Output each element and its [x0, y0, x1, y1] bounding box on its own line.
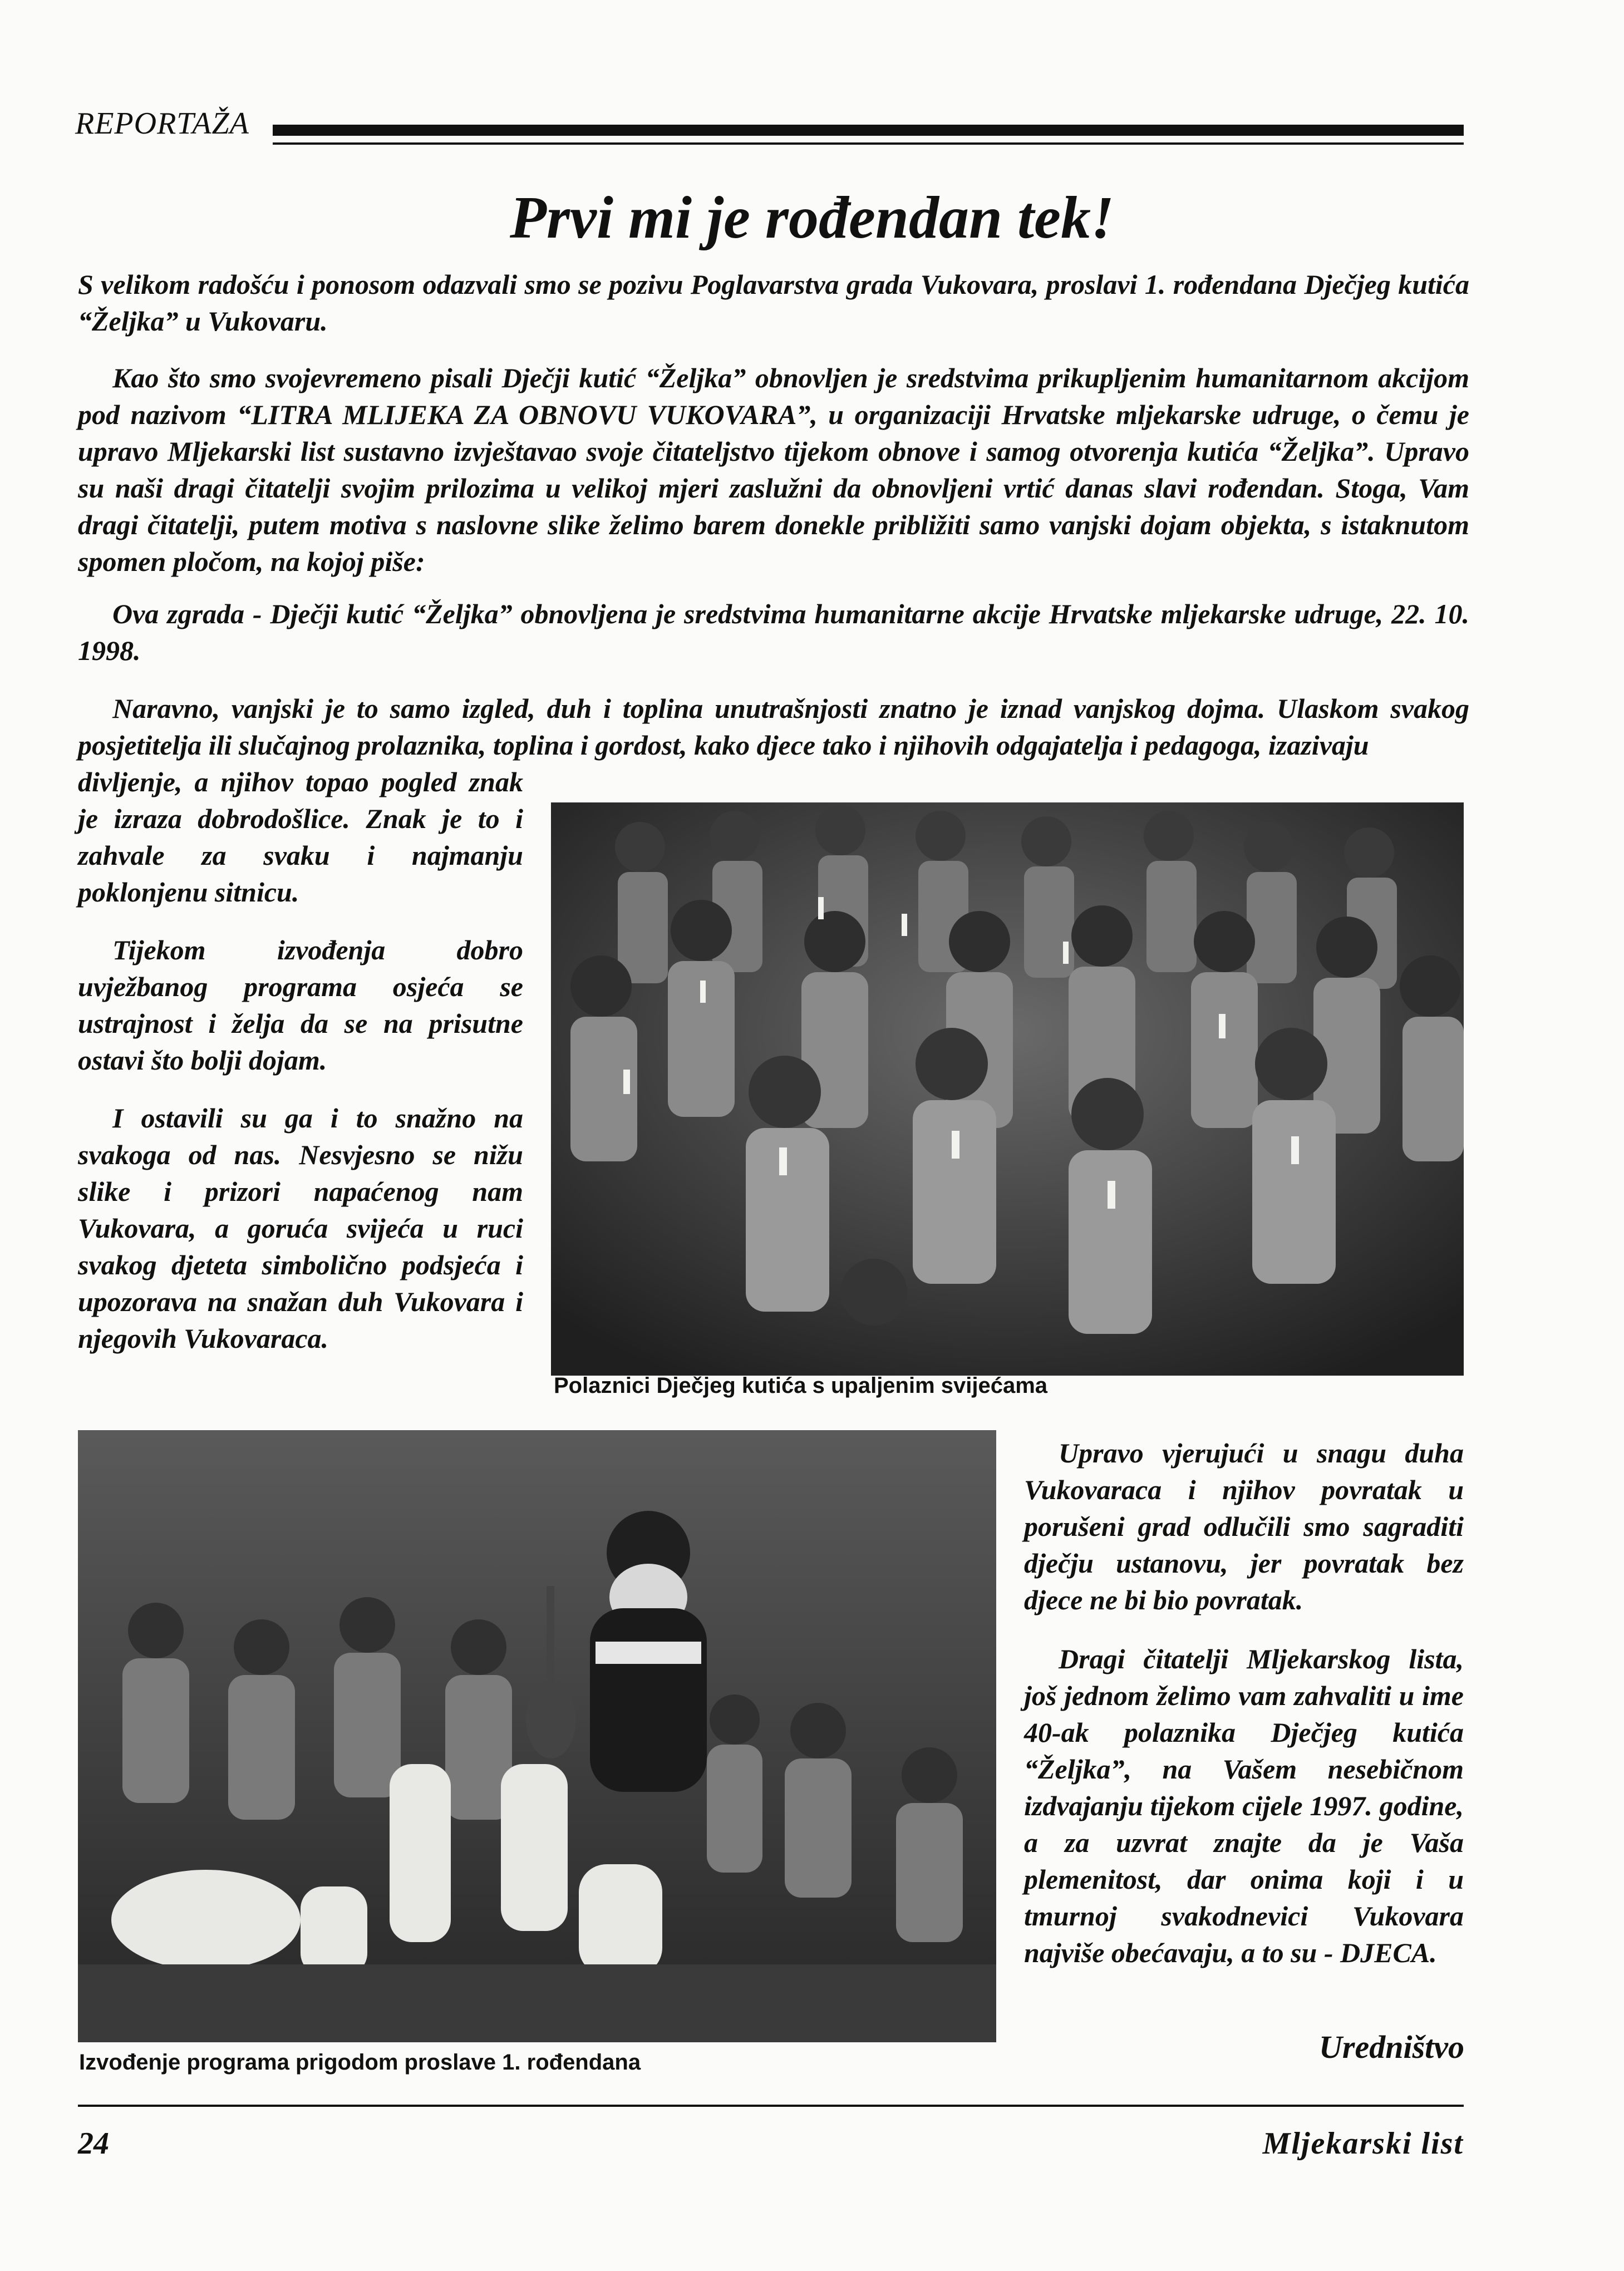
- photo-children-with-candles: [551, 802, 1464, 1376]
- right-paragraph-2: Dragi čitatelji Mljekarskog lista, još jednom želimo vam zahvaliti u ime 40-ak polaznika Dječjeg kutića “Željka”, na Vašem nesebičnom izdvajanju tijekom cijele 1997. godine, a za uzvrat znajte da je Vaša plemenitost, dar onima koji i u tmurnoj svakodnevici Vukovara najviše obećavaju, a to su - DJECA.: [1024, 1643, 1464, 1968]
- section-label: REPORTAŽA: [75, 106, 249, 141]
- footer-rule: [78, 2105, 1464, 2107]
- photo-children-with-candles-image: [551, 802, 1464, 1376]
- plaque-quote: Ova zgrada - Dječji kutić “Željka” obnovljena je sredstvima humanitarne akcije Hrvatske mljekarske udruge, 22. 10. 1998.: [78, 598, 1469, 666]
- signature: Uredništvo: [1319, 2029, 1464, 2065]
- photo-program-performance-image: [78, 1430, 996, 2042]
- photo-program-performance: [78, 1430, 996, 2042]
- magazine-name: Mljekarski list: [1262, 2126, 1464, 2161]
- article-intro: S velikom radošću i ponosom odazvali smo se pozivu Poglavarstva grada Vukovara, proslavi 1. rođendana Dječjeg kutića “Željka” u Vukovaru.: [78, 269, 1469, 337]
- article-paragraph-2: Naravno, vanjski je to samo izgled, duh i toplina unutrašnjosti znatno je iznad vanjskog dojma. Ulaskom svakog posjetitelja ili slučajnog prolaznika, toplina i gordost, kako djece tako i njihovih odgajatelja i pedagoga, izazivaju: [78, 693, 1469, 761]
- page-number: 24: [78, 2126, 109, 2161]
- right-column: [1024, 1435, 1464, 1993]
- right-paragraph-1: Upravo vjerujući u snagu duha Vukovaraca i njihov povratak u porušeni grad odlučili smo sagraditi dječju ustanovu, jer povratak bez djece ne bi bio povratak.: [1024, 1437, 1464, 1615]
- left-paragraph-2: Tijekom izvođenja dobro uvježbanog programa osjeća se ustrajnost i želja da se na prisutne ostavi što bolji dojam.: [78, 934, 523, 1076]
- photo1-caption: Polaznici Dječjeg kutića s upaljenim svijećama: [554, 1373, 1048, 1398]
- left-paragraph-1: divljenje, a njihov topao pogled znak je izraza dobrodošlice. Znak je to i zahvale za svaku i najmanju poklonjenu sitnicu.: [78, 766, 523, 908]
- left-column: [78, 763, 523, 1378]
- header-rule: [273, 125, 1464, 136]
- header-rule-thin: [273, 142, 1464, 145]
- article-title: Prvi mi je rođendan tek!: [510, 185, 1114, 251]
- left-paragraph-3: I ostavili su ga i to snažno na svakoga od nas. Nesvjesno se nižu slike i prizori napaćenog nam Vukovara, a goruća svijeća u ruci svakog djeteta simbolično podsjeća i upozorava na snažan duh Vukovara i njegovih Vukovaraca.: [78, 1102, 523, 1354]
- photo2-caption: Izvođenje programa prigodom proslave 1. rođendana: [79, 2050, 641, 2075]
- article-paragraph-1: Kao što smo svojevremeno pisali Dječji kutić “Željka” obnovljen je sredstvima prikupljenim humanitarnom akcijom pod nazivom “LITRA MLIJEKA ZA OBNOVU VUKOVARA”, u organizaciji Hrvatske mljekarske udruge, o čemu je upravo Mljekarski list sustavno izvještavao svoje čitateljstvo tijekom obnove i samog otvorenja kutića “Željka”. Upravo su naši dragi čitatelji svojim prilozima u velikoj mjeri zaslužni da obnovljeni vrtić danas slavi rođendan. Stoga, Vam dragi čitatelji, putem motiva s naslovne slike želimo barem donekle približiti samo vanjski dojam objekta, s istaknutom spomen pločom, na kojoj piše:: [78, 362, 1469, 577]
